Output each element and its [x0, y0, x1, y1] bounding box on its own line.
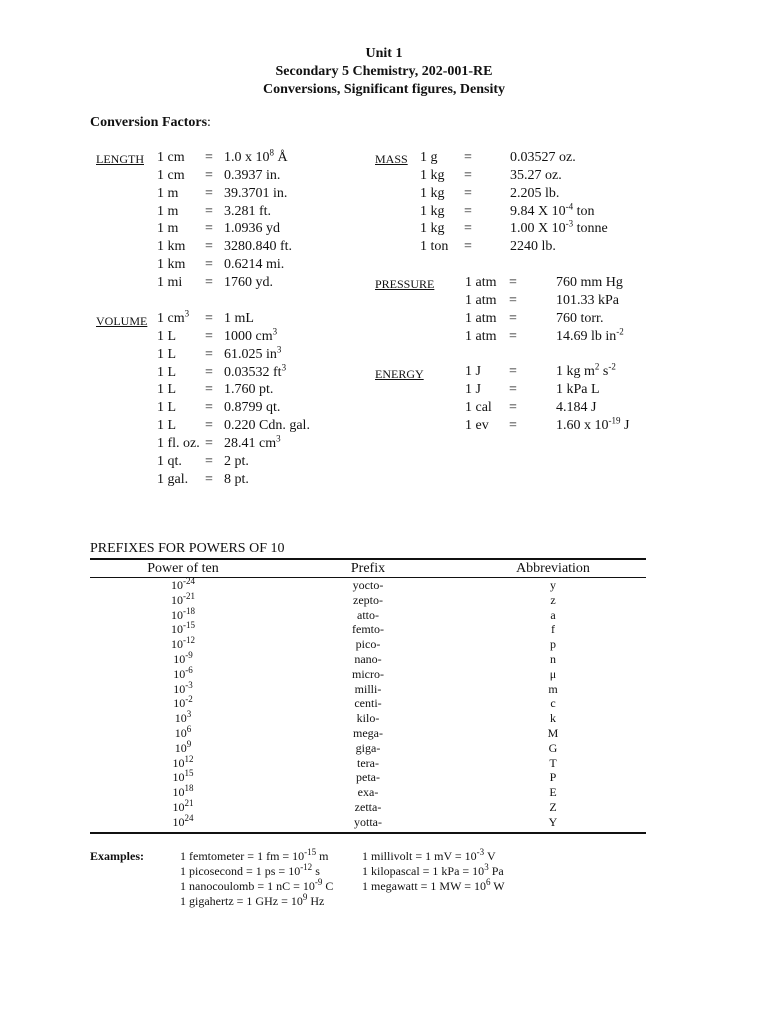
volume-row-equals: =	[205, 435, 213, 451]
length-row-value-text: 0.3937 in.	[224, 167, 281, 183]
prefix-cell: zepto-	[353, 592, 383, 607]
length-row-equals: =	[205, 150, 213, 165]
energy-row-value-exponent: -19	[608, 414, 621, 425]
pressure-row-unit: 1 atm	[465, 292, 497, 308]
volume-row-value	[224, 400, 280, 416]
power-exponent: 6	[186, 724, 192, 734]
length-row-value	[224, 257, 284, 273]
energy-row-value	[556, 382, 600, 398]
pressure-row-unit: 1 atm	[465, 328, 497, 344]
energy-row-value-exponent-2: -2	[608, 361, 616, 372]
example-unit: C	[322, 879, 334, 893]
prefix-cell: atto-	[357, 607, 379, 622]
example-exponent: -12	[300, 862, 313, 872]
abbreviation-cell: c	[550, 696, 556, 711]
pressure-row-value	[556, 293, 619, 309]
mass-row-value-suffix: ton	[573, 203, 595, 219]
volume-row-value-exponent: 3	[281, 361, 287, 372]
length-row-value-text: 1.0936 yd	[224, 221, 280, 237]
mass-row-unit: 1 g	[420, 150, 438, 165]
power-of-ten-cell	[100, 664, 266, 682]
power-of-ten-cell	[100, 800, 266, 815]
prefix-cell: kilo-	[356, 711, 380, 726]
energy-row-equals: =	[509, 381, 517, 397]
power-base: 10	[172, 770, 185, 785]
prefixes-heading: PREFIXES FOR POWERS OF 10	[90, 541, 285, 556]
mass-row-unit: 1 kg	[420, 167, 445, 183]
mass-row-equals: =	[464, 150, 472, 165]
volume-row-value-text: 28.41 cm	[224, 435, 277, 451]
volume-row-value	[224, 418, 310, 434]
abbreviation-cell: y	[550, 578, 556, 592]
power-base: 10	[171, 578, 183, 592]
mass-row-value	[510, 150, 576, 166]
volume-row-unit: 1 L	[157, 400, 177, 416]
power-exponent: 12	[184, 753, 194, 764]
mass-row-equals: =	[464, 167, 472, 183]
length-row-equals: =	[205, 203, 213, 219]
example-unit: Pa	[488, 864, 504, 878]
length-row-value-text: 1760 yd.	[224, 274, 273, 290]
mass-row-unit: 1 ton	[420, 239, 449, 255]
example-unit: W	[490, 879, 505, 893]
example-line	[362, 849, 496, 864]
example-text: 1 gigahertz = 1 GHz = 10	[180, 894, 303, 908]
abbreviation-cell: Y	[548, 814, 558, 829]
power-exponent: -9	[185, 650, 193, 660]
energy-row-value-suffix: J	[620, 417, 630, 433]
volume-row-value	[224, 433, 281, 452]
pressure-row-unit: 1 atm	[465, 310, 497, 326]
volume-row-value	[224, 472, 249, 488]
power-exponent: -24	[183, 576, 195, 586]
example-line	[180, 864, 320, 879]
power-of-ten-cell	[100, 696, 266, 711]
power-base: 10	[172, 800, 185, 814]
pressure-row-value	[556, 325, 624, 345]
conversion-factors-label: Conversion Factors	[90, 115, 208, 130]
example-text: 1 megawatt = 1 MW = 10	[362, 879, 486, 893]
power-of-ten-cell	[100, 785, 266, 800]
mass-label: MASS	[375, 152, 408, 166]
energy-row-unit: 1 cal	[465, 399, 492, 415]
volume-row-unit: 1 L	[157, 346, 177, 362]
length-row-unit: 1 m	[157, 203, 179, 219]
pressure-row-value-text: 760 torr.	[556, 310, 604, 326]
abbreviation-cell: k	[550, 711, 556, 726]
abbreviation-cell: z	[550, 592, 556, 607]
volume-row-unit: 1 fl. oz.	[157, 435, 200, 451]
prefix-cell: tera-	[357, 755, 379, 770]
length-row-value-text: 3.281 ft.	[224, 203, 272, 219]
abbreviation-cell: f	[551, 622, 555, 637]
power-base: 10	[173, 666, 186, 681]
length-row-value	[224, 275, 273, 291]
conversion-factors-heading	[90, 115, 211, 131]
abbreviation-cell: Z	[549, 800, 557, 814]
power-of-ten-cell	[100, 738, 266, 756]
length-row-value-suffix: Å	[274, 150, 288, 165]
power-exponent: 9	[186, 738, 192, 749]
volume-row-equals: =	[205, 364, 213, 380]
example-text: 1 picosecond = 1 ps = 10	[180, 864, 301, 878]
volume-row-value-text: 61.025 in	[224, 346, 277, 362]
mass-row-value	[510, 218, 608, 237]
power-exponent: 18	[184, 783, 194, 794]
example-line	[362, 879, 505, 894]
mass-row-value-text: 0.03527 oz.	[510, 150, 576, 165]
prefix-cell: giga-	[355, 740, 381, 755]
mass-row-unit: 1 kg	[420, 203, 445, 219]
pressure-row-value-text: 101.33 kPa	[556, 292, 619, 308]
energy-row-value	[556, 361, 616, 380]
volume-row-value-text: 1.760 pt.	[224, 382, 274, 398]
length-row-equals: =	[205, 239, 213, 255]
length-row-value	[224, 147, 288, 166]
mass-row-value	[510, 168, 562, 184]
mass-row-equals: =	[464, 221, 472, 237]
length-row-value	[224, 239, 292, 255]
volume-row-unit: 1 gal.	[157, 471, 189, 487]
pressure-label: PRESSURE	[375, 277, 435, 291]
energy-row-value-text: 1 kg m	[556, 364, 595, 379]
pressure-row-value	[556, 275, 623, 291]
abbreviation-cell: T	[549, 755, 557, 770]
volume-row-value-text: 0.220 Cdn. gal.	[224, 418, 310, 434]
mass-row-value-text: 9.84 X 10	[510, 203, 566, 219]
example-exponent: -3	[476, 847, 485, 857]
example-exponent: -15	[304, 847, 317, 857]
mass-row-equals: =	[464, 185, 472, 201]
length-row-unit: 1 km	[157, 239, 186, 255]
pressure-row-value	[556, 311, 603, 327]
volume-row-value	[224, 454, 249, 470]
course-title: Secondary 5 Chemistry, 202-001-RE	[275, 64, 493, 79]
example-exponent: -9	[314, 877, 323, 887]
power-exponent: -2	[185, 694, 193, 705]
prefix-cell: yocto-	[352, 578, 384, 592]
volume-label: VOLUME	[96, 314, 148, 328]
power-exponent: -6	[185, 664, 193, 675]
power-of-ten-cell	[100, 637, 266, 652]
prefix-cell: peta-	[356, 770, 380, 785]
mass-row-value-text: 1.00 X 10	[510, 221, 566, 237]
energy-row-equals: =	[509, 399, 517, 415]
length-row-unit: 1 m	[157, 185, 179, 201]
length-row-value	[224, 221, 280, 237]
example-unit: V	[484, 849, 496, 863]
abbreviation-cell: a	[550, 607, 556, 622]
prefix-cell: milli-	[354, 681, 382, 696]
column-header-prefix: Prefix	[350, 561, 386, 576]
power-exponent: -21	[183, 590, 195, 601]
mass-row-value-text: 2.205 lb.	[510, 185, 560, 201]
mass-row-value	[510, 239, 556, 255]
power-of-ten-cell	[100, 711, 266, 726]
volume-row-equals: =	[205, 400, 213, 416]
volume-row-equals: =	[205, 311, 213, 326]
power-base: 10	[171, 592, 183, 607]
length-row-value-exponent: 8	[269, 147, 274, 158]
example-line	[180, 879, 333, 894]
length-row-unit: 1 m	[157, 221, 179, 237]
energy-row-value-suffix: s	[599, 364, 609, 379]
volume-row-value-exponent: 3	[272, 326, 278, 337]
volume-row-value-text: 1000 cm	[224, 328, 273, 344]
mass-row-value-text: 35.27 oz.	[510, 167, 562, 183]
length-row-value-text: 0.6214 mi.	[224, 257, 285, 273]
length-row-unit: 1 cm	[157, 150, 185, 165]
pressure-row-equals: =	[509, 328, 517, 344]
length-row-value	[224, 204, 271, 220]
power-base: 10	[172, 755, 185, 770]
pressure-row-unit: 1 atm	[465, 275, 497, 290]
length-row-unit: 1 mi	[157, 274, 183, 290]
length-row-equals: =	[205, 167, 213, 183]
abbreviation-cell: G	[548, 740, 558, 755]
volume-row-value-text: 0.8799 qt.	[224, 400, 281, 416]
example-unit: m	[316, 849, 329, 863]
volume-row-value-exponent: 3	[276, 433, 281, 444]
power-exponent: -12	[183, 635, 195, 646]
example-text: 1 nanocoulomb = 1 nC = 10	[180, 879, 315, 893]
energy-row-unit: 1 ev	[465, 417, 489, 433]
energy-row-value-text: 1.60 x 10	[556, 417, 609, 433]
length-row-equals: =	[205, 257, 213, 273]
power-exponent: -3	[185, 679, 193, 690]
mass-row-value-exponent: -4	[565, 200, 574, 211]
prefix-cell: mega-	[353, 726, 383, 740]
mass-row-equals: =	[464, 239, 472, 255]
volume-row-equals: =	[205, 346, 213, 362]
energy-row-value	[556, 414, 630, 434]
table-bottom-rule	[90, 832, 646, 834]
power-of-ten-cell	[100, 770, 266, 785]
energy-row-equals: =	[509, 364, 517, 379]
abbreviation-cell: m	[548, 681, 558, 696]
abbreviation-cell: p	[550, 637, 556, 652]
example-exponent: 6	[485, 877, 491, 887]
volume-row-value	[224, 344, 282, 363]
prefix-cell: micro-	[352, 666, 384, 681]
pressure-row-value-text: 760 mm Hg	[556, 275, 623, 290]
length-row-unit: 1 km	[157, 257, 186, 273]
power-of-ten-cell	[100, 753, 266, 771]
energy-row-unit: 1 J	[465, 364, 481, 379]
volume-row-unit: 1 L	[157, 328, 177, 344]
examples-label: Examples:	[90, 849, 144, 863]
mass-row-unit: 1 kg	[420, 221, 445, 237]
length-label: LENGTH	[96, 152, 144, 166]
example-text: 1 femtometer = 1 fm = 10	[180, 849, 305, 863]
power-base: 10	[173, 696, 186, 711]
mass-row-equals: =	[464, 203, 472, 219]
power-of-ten-cell	[100, 679, 266, 697]
power-exponent: -18	[183, 605, 195, 616]
power-of-ten-cell	[100, 652, 266, 667]
length-row-unit: 1 cm	[157, 167, 185, 183]
volume-row-value	[224, 382, 273, 398]
example-unit: s	[312, 864, 320, 878]
length-row-equals: =	[205, 221, 213, 237]
volume-row-equals: =	[205, 453, 213, 469]
example-line	[362, 864, 504, 879]
prefix-cell: yotta-	[354, 814, 382, 829]
energy-row-unit: 1 J	[465, 381, 481, 397]
example-text: 1 kilopascal = 1 kPa = 10	[362, 864, 485, 878]
power-exponent: 24	[184, 812, 194, 823]
length-row-value-text: 39.3701 in.	[224, 185, 288, 201]
power-exponent: 21	[184, 798, 194, 808]
volume-row-unit: 1 L	[157, 382, 177, 398]
prefix-cell: pico-	[355, 637, 381, 652]
power-base: 10	[174, 711, 187, 726]
energy-row-value	[556, 400, 596, 416]
power-base: 10	[173, 652, 186, 666]
power-base: 10	[173, 681, 186, 696]
mass-row-value-exponent: -3	[565, 218, 574, 229]
power-of-ten-cell	[100, 812, 266, 830]
column-header-power: Power of ten	[147, 561, 219, 576]
abbreviation-cell: n	[550, 652, 556, 666]
volume-row-equals: =	[205, 418, 213, 434]
abbreviation-cell: P	[549, 770, 557, 785]
power-base: 10	[171, 607, 183, 622]
volume-row-equals: =	[205, 382, 213, 398]
abbreviation-cell: μ	[549, 666, 557, 681]
prefix-cell: exa-	[357, 785, 379, 800]
volume-row-unit: 1 L	[157, 418, 177, 434]
prefix-cell: centi-	[354, 696, 382, 711]
unit-title: Unit 1	[365, 46, 403, 61]
power-base: 10	[171, 622, 183, 637]
example-unit: Hz	[307, 894, 325, 908]
mass-row-value	[510, 200, 595, 220]
volume-row-unit-exponent: 3	[184, 308, 190, 319]
length-row-value-text: 3280.840 ft.	[224, 239, 293, 255]
volume-row-value	[224, 311, 254, 327]
prefix-cell: nano-	[354, 652, 382, 666]
volume-row-value	[224, 326, 278, 345]
power-base: 10	[174, 726, 187, 740]
abbreviation-cell: E	[549, 785, 557, 800]
example-line	[180, 894, 324, 909]
energy-row-value-text: 4.184 J	[556, 399, 597, 415]
power-base: 10	[171, 637, 183, 652]
length-row-equals: =	[205, 274, 213, 290]
energy-label: ENERGY	[375, 367, 424, 381]
volume-row-equals: =	[205, 471, 213, 487]
length-row-equals: =	[205, 185, 213, 201]
mass-row-value	[510, 186, 559, 202]
volume-row-unit: 1 qt.	[157, 453, 182, 469]
volume-row-unit: 1 L	[157, 364, 177, 380]
length-row-value	[224, 186, 287, 202]
energy-row-value-text: 1 kPa L	[556, 381, 600, 397]
length-row-value-text: 1.0 x 10	[224, 150, 270, 165]
prefix-cell: femto-	[352, 622, 384, 637]
example-text: 1 millivolt = 1 mV = 10	[362, 849, 477, 863]
pressure-row-value-text: 14.69 lb in	[556, 328, 617, 344]
length-row-value	[224, 168, 280, 184]
volume-row-value-text: 0.03532 ft	[224, 364, 282, 380]
power-exponent: 3	[186, 709, 192, 720]
power-of-ten-cell	[100, 726, 266, 741]
pressure-row-equals: =	[509, 292, 517, 308]
volume-row-unit: 1 $cm^3$	[157, 308, 190, 326]
topic-title: Conversions, Significant figures, Density	[262, 82, 506, 97]
abbreviation-cell: M	[547, 726, 559, 740]
power-base: 10	[172, 785, 185, 800]
power-exponent: 15	[184, 768, 194, 779]
volume-row-value-exponent: 3	[276, 344, 282, 355]
power-exponent: -15	[183, 620, 195, 631]
volume-row-value-text: 2 pt.	[224, 453, 249, 469]
pressure-row-value-exponent: -2	[616, 325, 624, 336]
energy-row-value-exponent: 2	[594, 361, 600, 372]
pressure-row-equals: =	[509, 275, 517, 290]
volume-row-value-text: 1 mL	[224, 311, 254, 326]
volume-row-value-text: 8 pt.	[224, 471, 249, 487]
pressure-row-equals: =	[509, 310, 517, 326]
conversion-factors-colon: :	[207, 115, 211, 130]
mass-row-value-suffix: tonne	[573, 221, 608, 237]
power-base: 10	[174, 740, 187, 755]
prefix-cell: zetta-	[354, 800, 382, 814]
energy-row-equals: =	[509, 417, 517, 433]
example-exponent: 9	[302, 892, 308, 902]
mass-row-value-text: 2240 lb.	[510, 239, 556, 255]
power-base: 10	[172, 814, 185, 829]
column-header-abbreviation: Abbreviation	[516, 561, 590, 576]
table-top-rule	[90, 558, 646, 560]
mass-row-unit: 1 kg	[420, 185, 445, 201]
volume-row-equals: =	[205, 328, 213, 344]
volume-row-value	[224, 361, 287, 381]
example-exponent: 3	[484, 862, 489, 872]
